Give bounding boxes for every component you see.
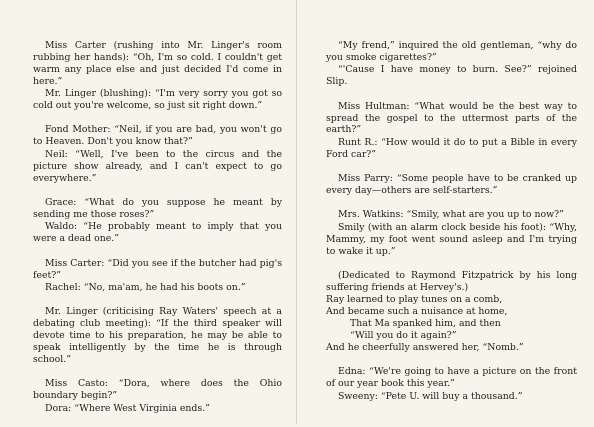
- left-paragraph: Grace: “What do you suppose he meant by sending me those roses?”: [33, 196, 282, 220]
- left-paragraph: Miss Casto: “Dora, where does the Ohio boundary begin?”: [33, 378, 282, 402]
- limerick-line: “Will you do it again?”: [350, 330, 457, 342]
- left-paragraph: Waldo: “He probably meant to imply that you were a dead one.”: [33, 221, 282, 245]
- left-paragraph: Neil: “Well, I've been to the circus and the picture show already, and I can't expect to go everywhere.”: [33, 148, 282, 184]
- limerick-line: Ray learned to play tunes on a comb,: [326, 294, 503, 306]
- limerick: [326, 294, 577, 354]
- right-paragraph: Miss Hultman: “What would be the best way to spread the gospel to the uttermost parts of the earth?”: [326, 100, 577, 136]
- limerick-line: And became such a nuisance at home,: [326, 306, 508, 318]
- limerick-line: That Ma spanked him, and then: [350, 318, 501, 330]
- left-paragraph: Rachel: “No, ma'am, he had his boots on.”: [45, 281, 246, 293]
- right-paragraph: “'Cause I have money to burn. See?” rejoined Slip.: [326, 64, 577, 88]
- dedication: (Dedicated to Raymond Fitzpatrick by his long suffering friends at Hervey's.): [326, 270, 577, 293]
- left-text-column: [33, 40, 282, 427]
- right-paragraph: Miss Parry: “Some people have to be cranked up every day—others are self-starters.”: [326, 173, 577, 197]
- left-page: [0, 0, 297, 424]
- left-paragraph: Dora: “Where West Virginia ends.”: [45, 402, 210, 414]
- right-text-column: [326, 40, 577, 415]
- right-paragraph: Edna: “We're going to have a picture on the front of our year book this year.”: [326, 366, 577, 390]
- right-paragraph: Smily (with an alarm clock beside his foot): “Why, Mammy, my foot went sound asleep and I'm trying to wake it up.”: [326, 221, 577, 257]
- left-paragraph: Miss Carter: “Did you see if the butcher had pig's feet?”: [33, 257, 282, 281]
- left-paragraph: Mr. Linger (blushing): “I'm very sorry you got so cold out you're welcome, so just sit right down.”: [33, 88, 282, 112]
- right-paragraph: Runt R.: “How would it do to put a Bible in every Ford car?”: [326, 136, 577, 160]
- left-paragraph: Mr. Linger (criticising Ray Waters' speech at a debating club meeting): “If the third speaker will devote time to his preparation, he may be able to speak intelligently by the time he is through school.”: [33, 306, 282, 365]
- right-page: [297, 0, 594, 424]
- right-paragraph: Sweeny: “Pete U. will buy a thousand.”: [338, 390, 523, 402]
- left-paragraph: Fond Mother: “Neil, if you are bad, you won't go to Heaven. Don't you know that?”: [33, 124, 282, 148]
- right-paragraph: Mrs. Watkins: “Smily, what are you up to now?”: [338, 209, 564, 221]
- right-paragraph: “My frend,” inquired the old gentleman, “why do you smoke cigarettes?”: [326, 40, 577, 63]
- left-paragraph: Miss Carter (rushing into Mr. Linger's room rubbing her hands): “Oh, I'm so cold. I couldn't get warm any place else and just decided I'd come in here.”: [33, 40, 282, 87]
- limerick-line: And he cheerfully answered her, “Nomb.”: [326, 342, 524, 354]
